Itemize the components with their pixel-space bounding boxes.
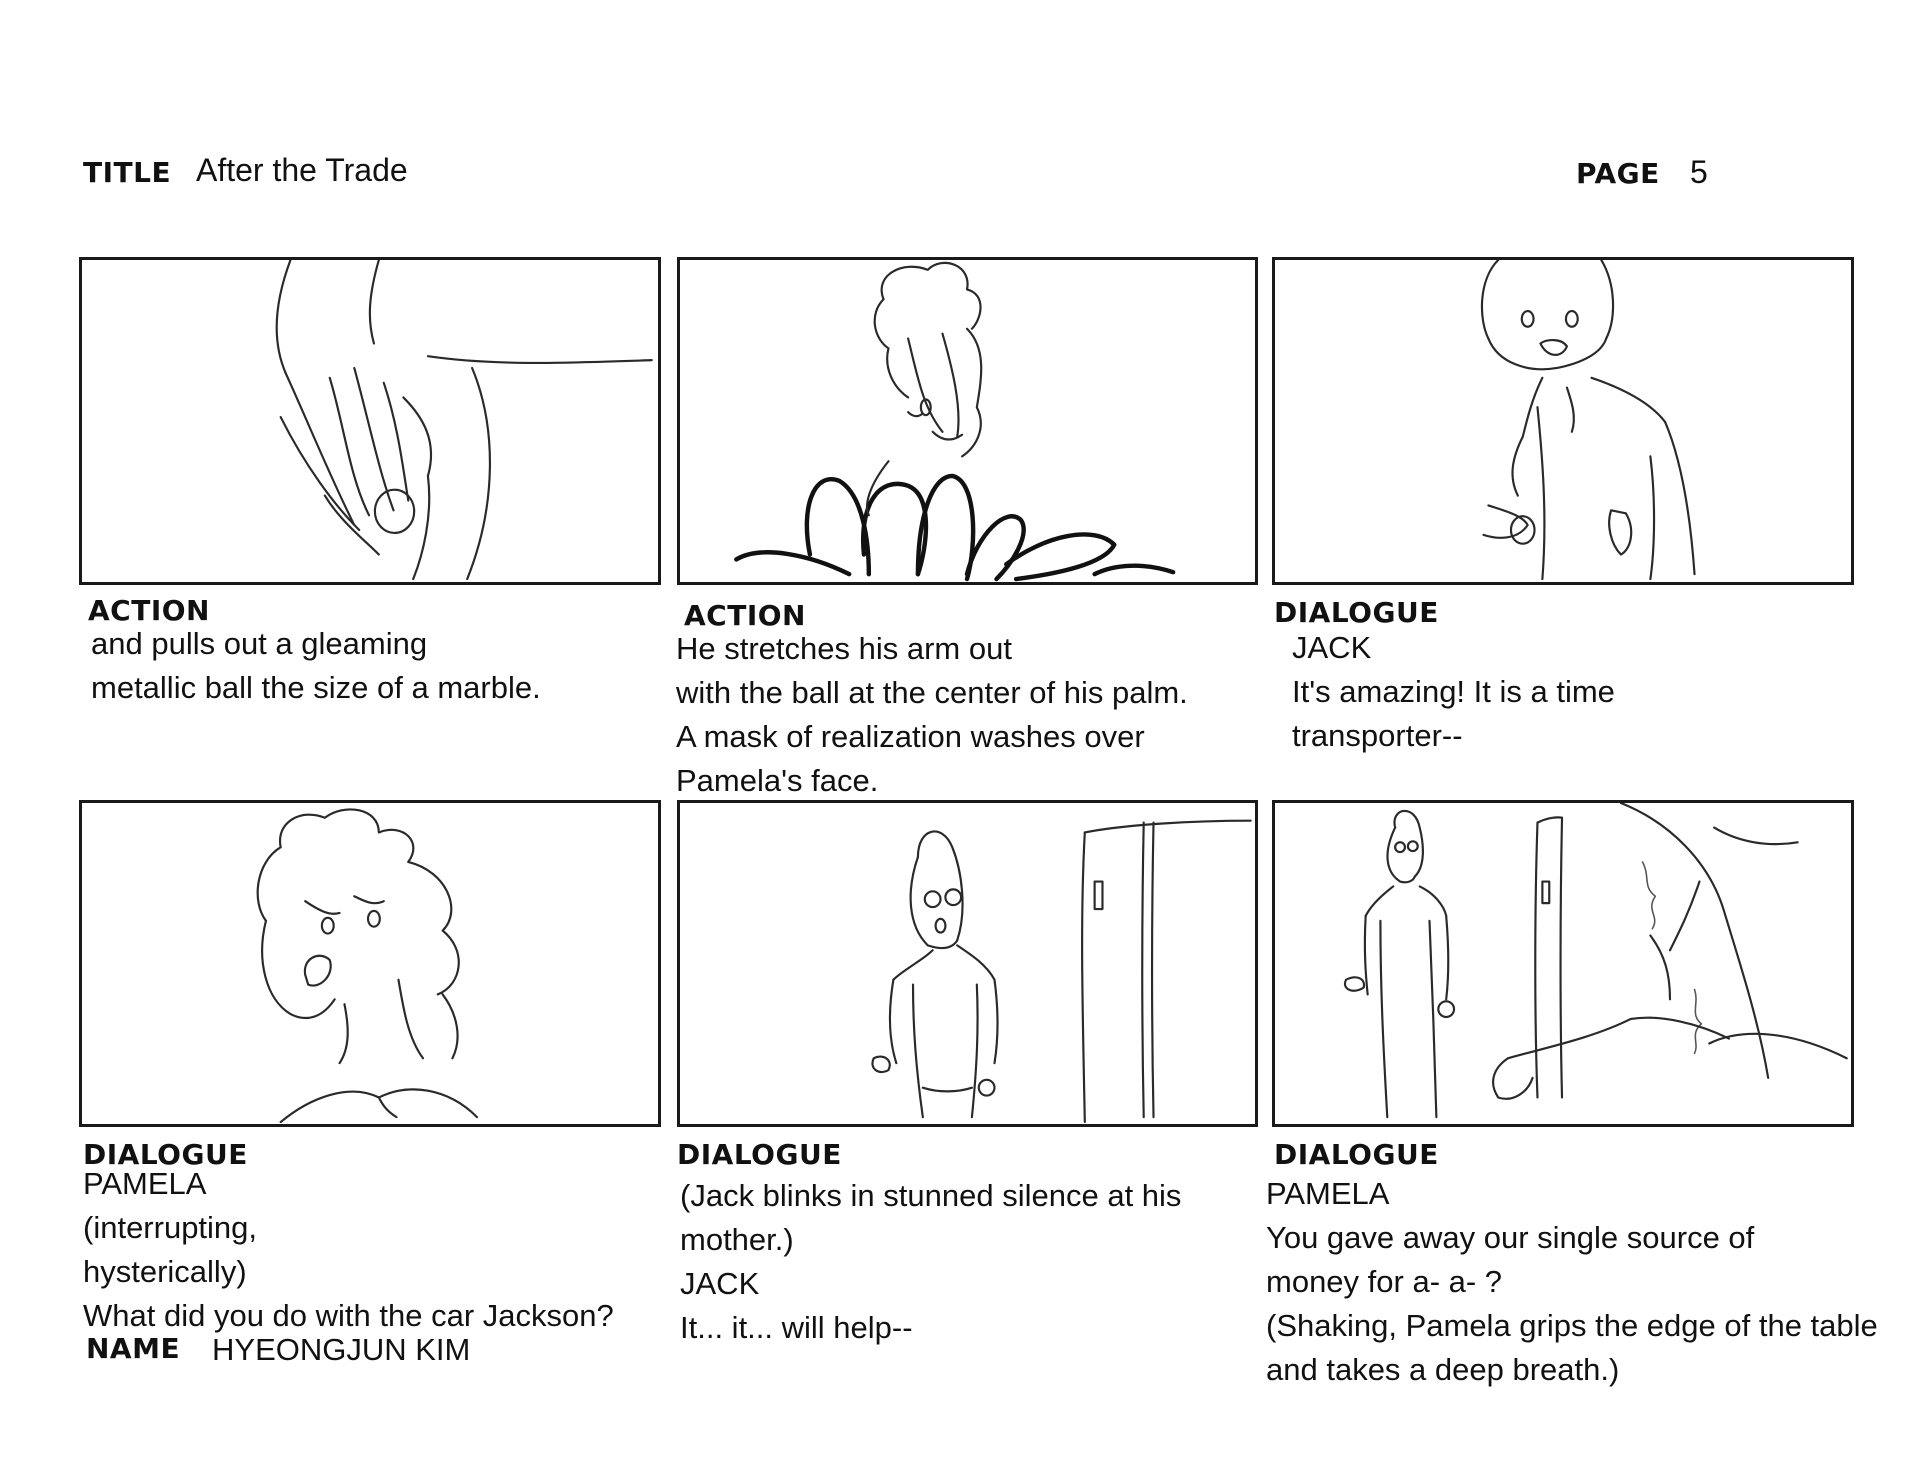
panel-2-line: A mask of realization washes over <box>676 719 1145 754</box>
panel-3-line: transporter-- <box>1292 718 1463 753</box>
panel-3-label: DIALOGUE <box>1274 596 1439 629</box>
storyboard-panel-5 <box>677 800 1258 1127</box>
panel-6-caption <box>1266 1172 1878 1392</box>
page-number: 5 <box>1690 154 1708 190</box>
panel-5-label: DIALOGUE <box>677 1138 842 1171</box>
title-value: After the Trade <box>196 152 408 188</box>
name-label: NAME <box>86 1332 181 1365</box>
page-label: PAGE <box>1576 157 1660 190</box>
panel-6-label: DIALOGUE <box>1274 1138 1439 1171</box>
panel-3-caption <box>1292 626 1615 758</box>
panel-4-line: (interrupting, <box>83 1210 258 1245</box>
panel-6-line: and takes a deep breath.) <box>1266 1352 1620 1387</box>
storyboard-panel-4 <box>79 800 661 1127</box>
storyboard-panel-1 <box>79 257 661 585</box>
panel-6-line: (Shaking, Pamela grips the edge of the table <box>1266 1308 1878 1343</box>
pamela-behind-hand-sketch <box>680 260 1255 582</box>
pamela-gripping-table-sketch <box>1275 803 1851 1124</box>
storyboard-panel-3 <box>1272 257 1854 585</box>
panel-2-line: with the ball at the center of his palm. <box>676 675 1188 710</box>
panel-4-label: DIALOGUE <box>83 1138 248 1171</box>
panel-5-line: JACK <box>680 1266 760 1301</box>
panel-5-line: mother.) <box>680 1222 794 1257</box>
panel-5-caption <box>680 1174 1181 1350</box>
panel-1-line: and pulls out a gleaming <box>91 626 428 661</box>
panel-5-line: It... it... will help-- <box>680 1310 913 1345</box>
panel-1-line: metallic ball the size of a marble. <box>91 670 541 705</box>
panel-2-caption <box>676 627 1188 803</box>
panel-4-line: hysterically) <box>83 1254 247 1289</box>
panel-3-line: It's amazing! It is a time <box>1292 674 1615 709</box>
panel-6-line: PAMELA <box>1266 1176 1390 1211</box>
panel-6-line: You gave away our single source of <box>1266 1220 1755 1255</box>
jack-stunned-sketch <box>680 803 1255 1124</box>
panel-4-caption <box>83 1162 614 1338</box>
panel-5-line: (Jack blinks in stunned silence at his <box>680 1178 1182 1213</box>
jack-excited-sketch <box>1275 260 1851 582</box>
panel-6-line: money for a- a- ? <box>1266 1264 1503 1299</box>
hand-holding-marble-sketch <box>82 260 658 582</box>
pamela-shouting-sketch <box>82 803 658 1124</box>
panel-2-line: He stretches his arm out <box>676 631 1012 666</box>
panel-2-line: Pamela's face. <box>676 763 879 798</box>
panel-2-label: ACTION <box>684 599 806 632</box>
panel-1-label: ACTION <box>88 594 210 627</box>
panel-1-caption <box>91 622 541 710</box>
panel-4-line: PAMELA <box>83 1166 207 1201</box>
panel-4-line: What did you do with the car Jackson? <box>83 1298 614 1333</box>
author-name: HYEONGJUN KIM <box>212 1332 471 1367</box>
panel-3-line: JACK <box>1292 630 1372 665</box>
storyboard-panel-2 <box>677 257 1258 585</box>
storyboard-panel-6 <box>1272 800 1854 1127</box>
title-label: TITLE <box>83 156 172 189</box>
